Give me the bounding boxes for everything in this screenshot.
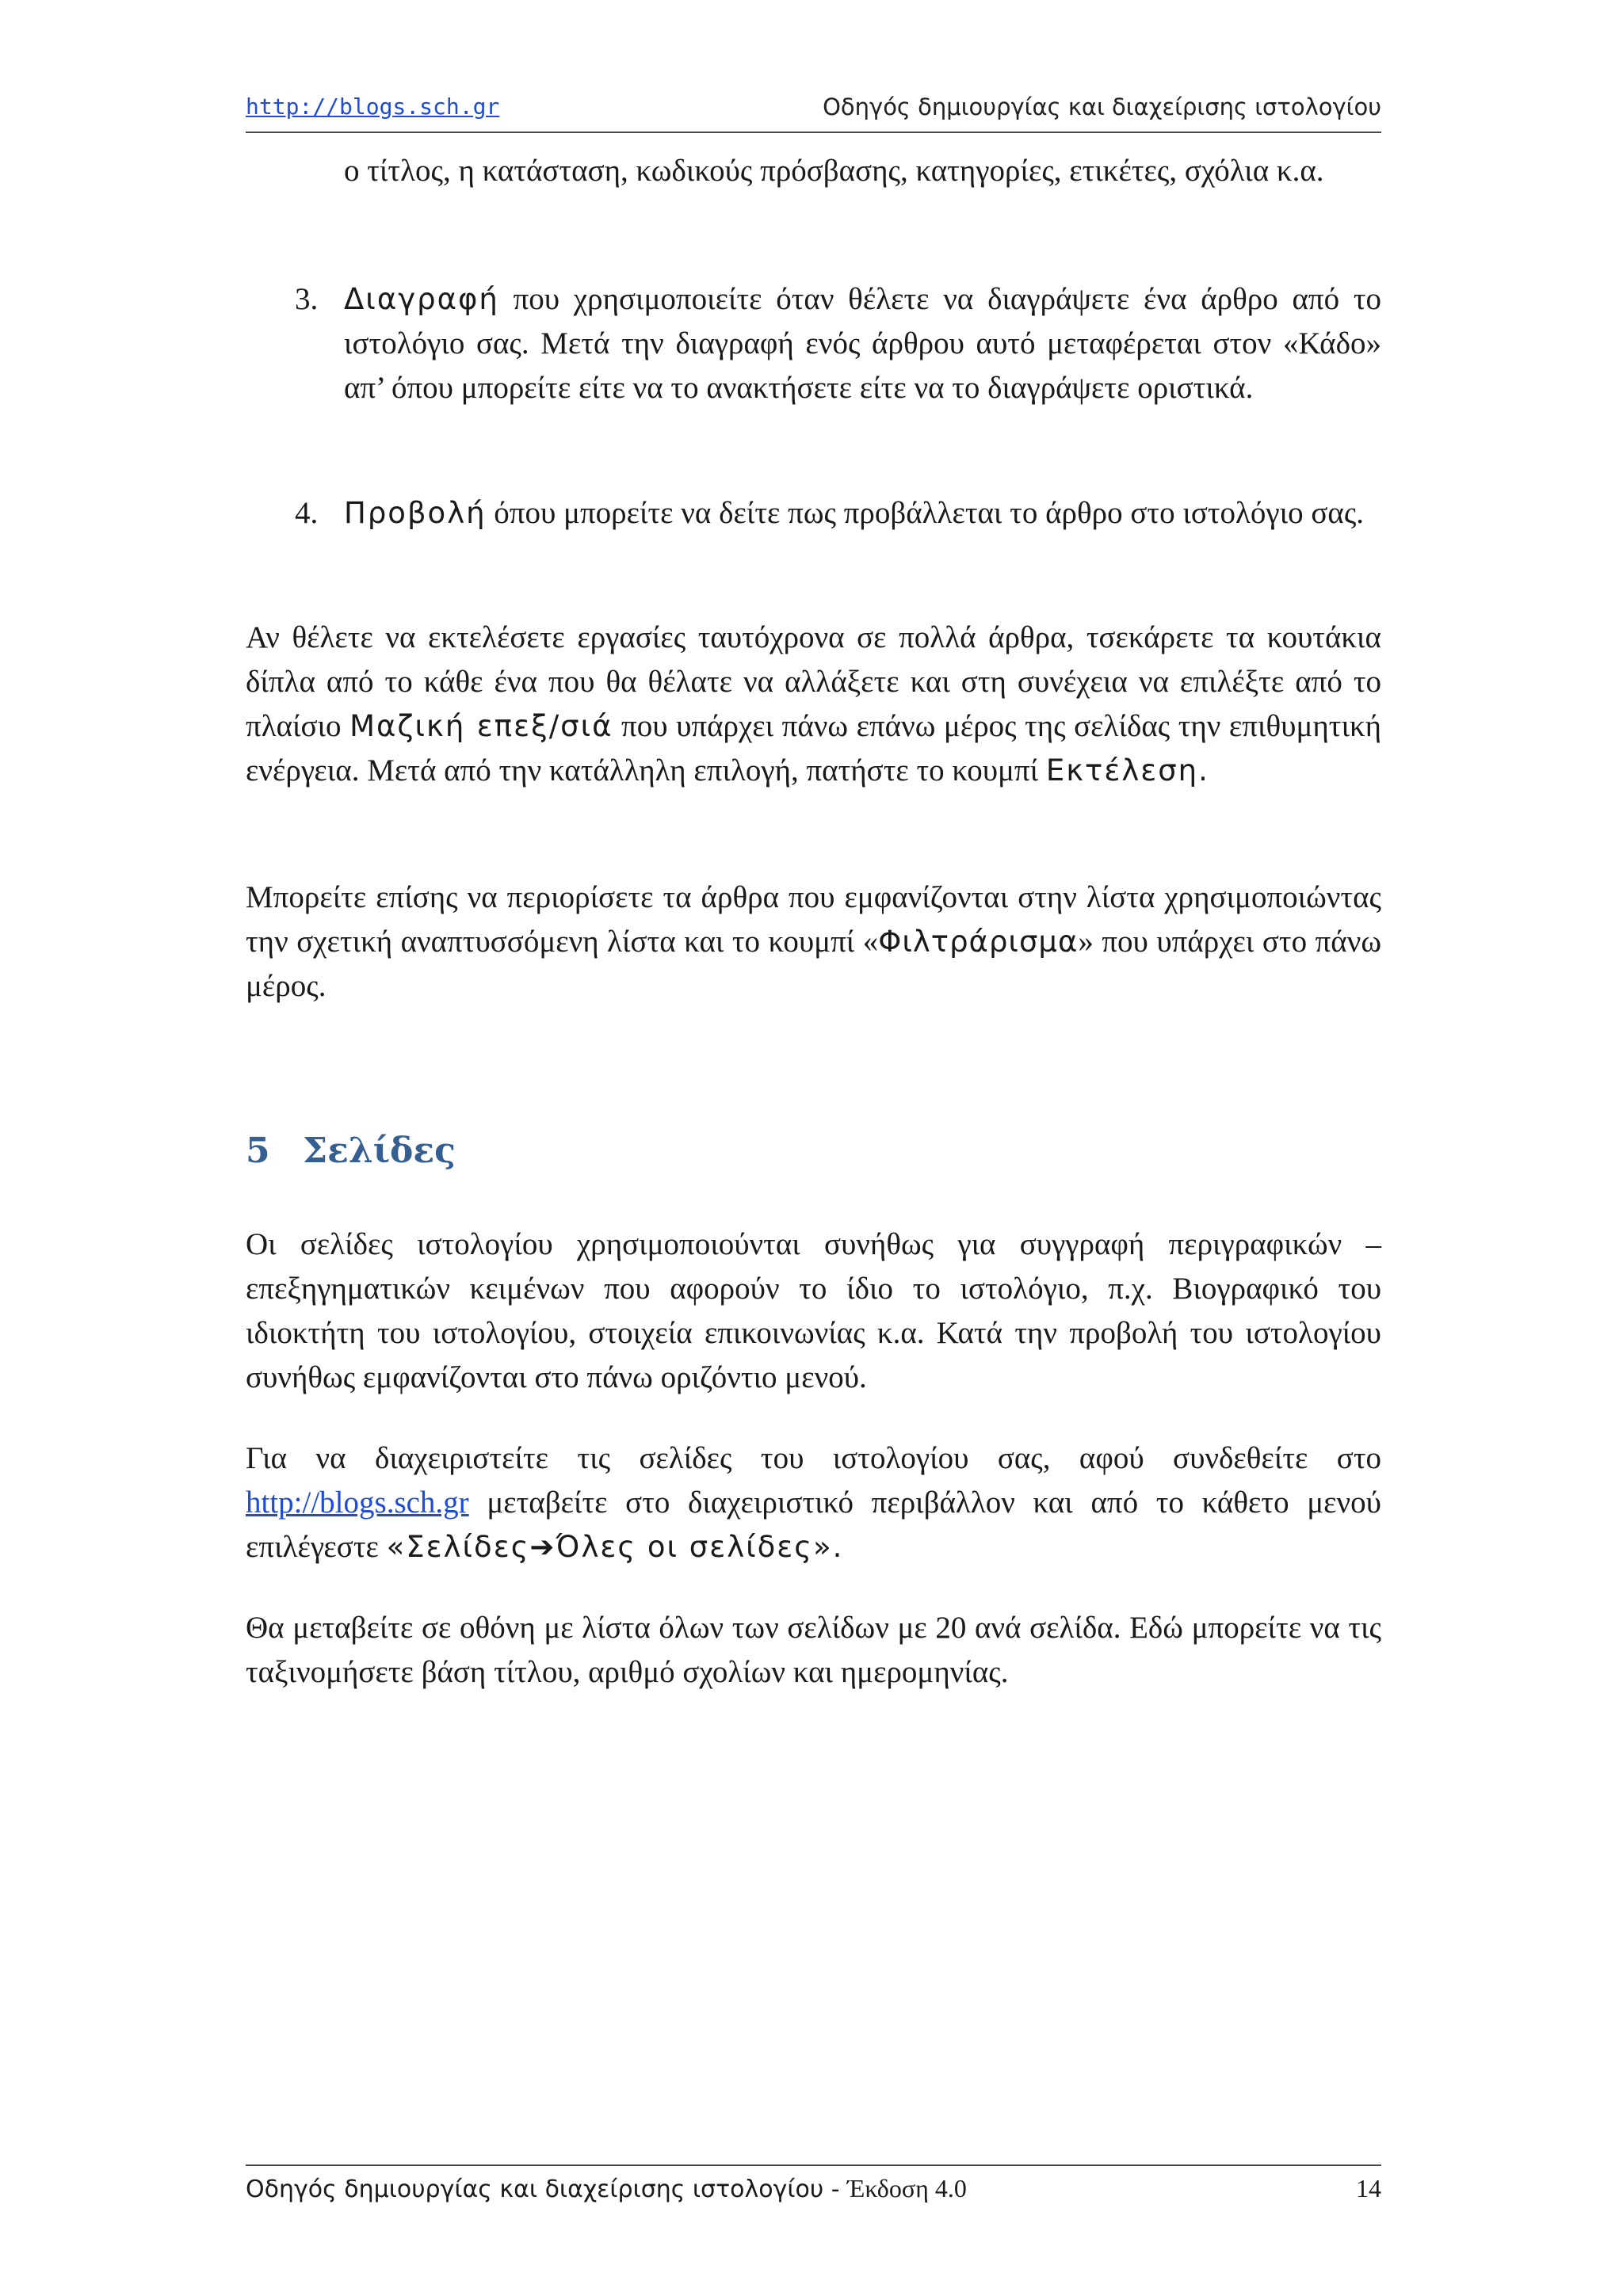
paragraph-text: μεταβείτε στο διαχειριστικό περιβάλλον και από το κάθετο μενού επιλέγεστε bbox=[246, 1486, 1381, 1564]
footer-title bbox=[246, 2174, 967, 2203]
list-item-text: που χρησιμοποιείτε όταν θέλετε να διαγράψετε ένα άρθρο από το ιστολόγιο σας. Μετά την διαγραφή ενός άρθρου αυτό μεταφέρεται στον «Κάδο» απ’ όπου μπορείτε είτε να το ανακτήσετε είτε να το διαγράψετε οριστικά. bbox=[344, 282, 1381, 405]
section-number: 5 bbox=[246, 1131, 270, 1171]
paragraph-text: που υπάρχει πάνω επάνω μέρος της σελίδας την επιθυμητική ενέργεια. Μετά από την κατάλληλη επιλογή, πατήστε το κουμπί bbox=[246, 709, 1381, 788]
paragraph-bulk-actions bbox=[246, 616, 1381, 793]
paragraph-pages-intro: Οι σελίδες ιστολογίου χρησιμοποιούνται συνήθως για συγγραφή περιγραφικών – επεξηγηματικών κειμένων που αφορούν το ίδιο το ιστολόγιο, π.χ. Βιογραφικό του ιδιοκτήτη του ιστολογίου, στοιχεία επικοινωνίας κ.α. Κατά την προβολή του ιστολογίου συνήθως εμφανίζονται στο πάνω οριζόντιο μενού. bbox=[246, 1227, 1381, 1394]
footer-title-text: Οδηγός δημιουργίας και διαχείρισης ιστολογίου - bbox=[246, 2176, 848, 2203]
execute-term: Εκτέλεση. bbox=[1045, 753, 1209, 788]
list-item-delete bbox=[344, 277, 1381, 410]
section-heading bbox=[246, 1131, 456, 1171]
bulk-edit-term: Μαζική επεξ/σιά bbox=[349, 709, 613, 743]
list-item-number: 3. bbox=[295, 282, 319, 316]
paragraph-text: » που υπάρχει στο πάνω μέρος. bbox=[246, 925, 1381, 1003]
page-header bbox=[246, 93, 1381, 133]
paragraph-text: Αν θέλετε να εκτελέσετε εργασίες ταυτόχρονα σε πολλά άρθρα, τσεκάρετε τα κουτάκια δίπλα από το κάθε ένα που θα θέλατε να αλλάξετε και στη συνέχεια να επιλέξτε από το πλαίσιο bbox=[246, 620, 1381, 743]
page-number: 14 bbox=[1356, 2174, 1381, 2203]
paragraph-pages-list: Θα μεταβείτε σε οθόνη με λίστα όλων των σελίδων με 20 ανά σελίδα. Εδώ μπορείτε να τις ταξινομήσετε βάση τίτλου, αριθμό σχολίων και ημερομηνίας. bbox=[246, 1611, 1381, 1689]
list-item-term: Προβολή bbox=[344, 496, 487, 530]
paragraph-pages-manage bbox=[246, 1436, 1381, 1569]
footer-version: Έκδοση 4.0 bbox=[847, 2174, 967, 2203]
list-item-preview bbox=[344, 491, 1381, 536]
blogs-link[interactable]: http://blogs.sch.gr bbox=[246, 1486, 469, 1520]
paragraph-text: Μπορείτε επίσης να περιορίσετε τα άρθρα που εμφανίζονται στην λίστα χρησιμοποιώντας την σχετική αναπτυσσόμενη λίστα και το κουμπί « bbox=[246, 880, 1381, 959]
filter-term: Φιλτράρισμα bbox=[878, 925, 1079, 959]
header-blog-link[interactable]: http://blogs.sch.gr bbox=[246, 93, 500, 120]
section-title: Σελίδες bbox=[303, 1131, 456, 1171]
header-title: Οδηγός δημιουργίας και διαχείρισης ιστολογίου bbox=[823, 93, 1381, 120]
paragraph-filter bbox=[246, 875, 1381, 1009]
list-continuation: ο τίτλος, η κατάσταση, κωδικούς πρόσβασης, κατηγορίες, ετικέτες, σχόλια κ.α. bbox=[344, 154, 1324, 188]
list-item-term: Διαγραφή bbox=[344, 282, 499, 316]
page-footer bbox=[246, 2164, 1381, 2214]
list-item-text: όπου μπορείτε να δείτε πως προβάλλεται το άρθρο στο ιστολόγιο σας. bbox=[486, 496, 1365, 530]
list-item-number: 4. bbox=[295, 496, 319, 530]
menu-path-term: «Σελίδες➔Όλες οι σελίδες». bbox=[386, 1530, 844, 1564]
paragraph-text: Για να διαχειριστείτε τις σελίδες του ιστολογίου σας, αφού συνδεθείτε στο bbox=[246, 1441, 1381, 1475]
